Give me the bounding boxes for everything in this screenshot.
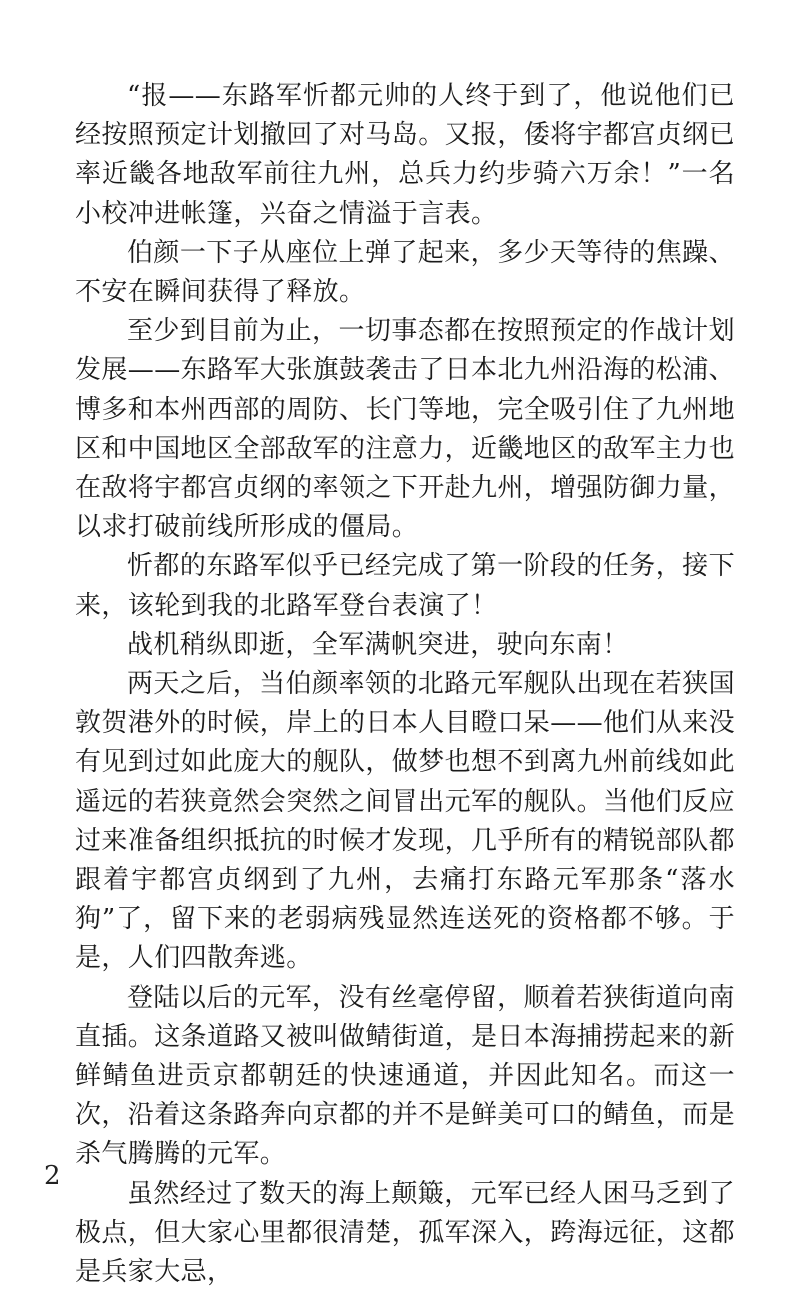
paragraph-6: 两天之后，当伯颜率领的北路元军舰队出现在若狭国敦贺港外的时候，岸上的日本人目瞪口呆——他们从来没有见到过如此庞大的舰队，做梦也想不到离九州前线如此遥远的若狭竟然会突然之间冒出元军的舰队。当他们反应过来准备组织抵抗的时候才发现，几乎所有的精锐部队都跟着宇都宫贞纲到了九州，去痛打东路元军那条“落水狗”了，留下来的老弱病残显然连送死的资格都不够。于是，人们四散奔逃。 <box>75 669 736 974</box>
paragraph-7: 登陆以后的元军，没有丝毫停留，顺着若狭街道向南直插。这条道路又被叫做鲭街道，是日本海捕捞起来的新鲜鲭鱼进贡京都朝廷的快速通道，并因此知名。而这一次，沿着这条路奔向京都的并不是鲜美可口的鲭鱼，而是杀气腾腾的元军。 <box>75 982 736 1170</box>
page-body <box>75 77 735 1292</box>
paragraph-2: 伯颜一下子从座位上弹了起来，多少天等待的焦躁、不安在瞬间获得了释放。 <box>75 237 735 308</box>
paragraph-4: 忻都的东路军似乎已经完成了第一阶段的任务，接下来，该轮到我的北路军登台表演了！ <box>75 551 735 621</box>
paragraph-3: 至少到目前为止，一切事态都在按照预定的作战计划发展——东路军大张旗鼓袭击了日本北九州沿海的松浦、博多和本州西部的周防、长门等地，完全吸引住了九州地区和中国地区全部敌军的注意力，近畿地区的敌军主力也在敌将宇都宫贞纲的率领之下开赴九州，增强防御力量，以求打破前线所形成的僵局。 <box>75 316 736 543</box>
paragraph-8: 虽然经过了数天的海上颠簸，元军已经人困马乏到了极点，但大家心里都很清楚，孤军深入，跨海远征，这都是兵家大忌， <box>75 1178 736 1288</box>
paragraph-5: 战机稍纵即逝，全军满帆突进，驶向东南！ <box>127 629 629 660</box>
paragraph-1: “报——东路军忻都元帅的人终于到了，他说他们已经按照预定计划撤回了对马岛。又报，倭将宇都宫贞纲已率近畿各地敌军前往九州，总兵力约步骑六万余！”一名小校冲进帐篷，兴奋之情溢于言表。 <box>75 81 736 229</box>
page-number: 2 <box>44 1161 61 1191</box>
